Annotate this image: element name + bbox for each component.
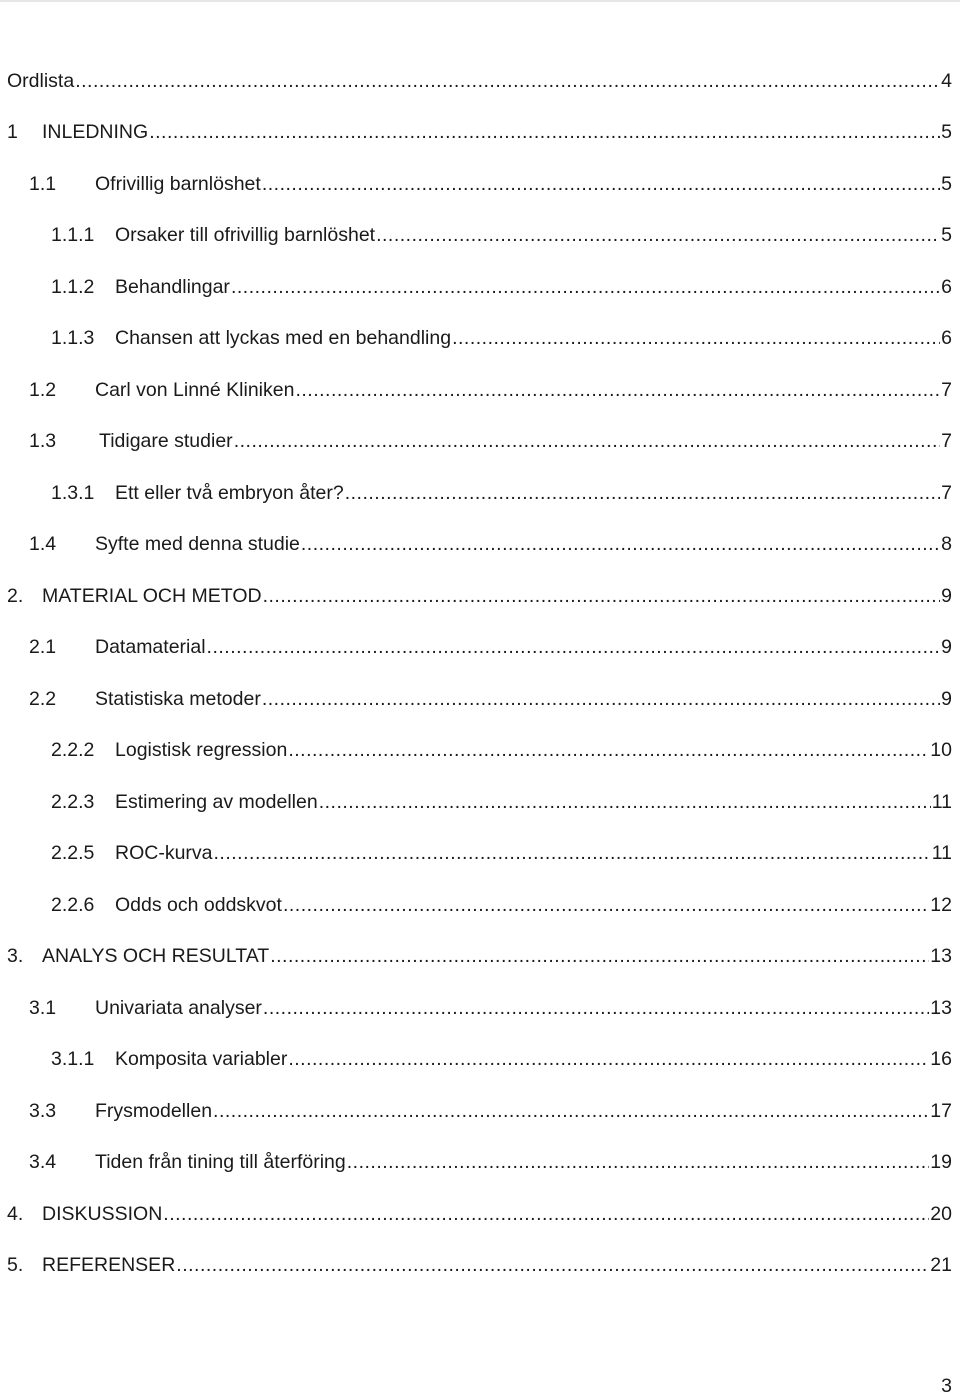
toc-entry[interactable]	[51, 1044, 952, 1074]
toc-page-number: 9	[941, 585, 952, 607]
toc-section-number: 2.	[7, 585, 24, 607]
toc-page-number: 13	[930, 997, 952, 1019]
toc-title: Frysmodellen	[95, 1100, 213, 1122]
toc-page-number: 7	[941, 379, 952, 401]
toc-page-number: 12	[930, 894, 952, 916]
toc-title: Syfte med denna studie	[95, 533, 300, 555]
toc-title: Ett eller två embryon åter?	[115, 482, 344, 504]
toc-section-number: 1.1.1	[51, 224, 95, 246]
toc-title: Odds och oddskvot	[115, 894, 282, 916]
toc-page-number: 5	[941, 173, 952, 195]
toc-section-number: 1	[7, 121, 18, 143]
toc-page-number: 6	[941, 276, 952, 298]
toc-entry[interactable]	[51, 735, 952, 765]
toc-leader	[376, 220, 940, 250]
toc-leader	[262, 169, 940, 199]
toc-leader	[288, 735, 929, 765]
toc-leader	[263, 993, 929, 1023]
toc-entry[interactable]	[7, 941, 952, 971]
page-number: 3	[941, 1375, 952, 1397]
toc-title: MATERIAL OCH METOD	[42, 585, 262, 607]
toc-title: DISKUSSION	[42, 1203, 163, 1225]
toc-section-number: 3.1	[29, 997, 57, 1019]
toc-entry[interactable]	[51, 478, 952, 508]
toc-entry[interactable]	[7, 66, 952, 96]
toc-title: Komposita variabler	[115, 1048, 288, 1070]
toc-leader	[231, 272, 940, 302]
toc-section-number: 2.1	[29, 636, 57, 658]
toc-page-number: 7	[941, 430, 952, 452]
toc-section-number: 2.2.5	[51, 842, 95, 864]
toc-page-number: 21	[930, 1254, 952, 1276]
toc-title: Datamaterial	[95, 636, 206, 658]
toc-entry[interactable]	[51, 220, 952, 250]
toc-title: Tiden från tining till återföring	[95, 1151, 346, 1173]
toc-entry[interactable]	[7, 581, 952, 611]
toc-entry[interactable]	[29, 993, 952, 1023]
toc-leader	[270, 941, 929, 971]
toc-section-number: 2.2.2	[51, 739, 95, 761]
toc-page-number: 9	[941, 688, 952, 710]
top-rule	[0, 0, 960, 2]
toc-page-number: 5	[941, 121, 952, 143]
toc-title: Behandlingar	[115, 276, 230, 298]
toc-section-number: 1.3.1	[51, 482, 95, 504]
toc-leader	[214, 838, 931, 868]
toc-page-number: 8	[941, 533, 952, 555]
toc-leader	[213, 1096, 929, 1126]
toc-title: Tidigare studier	[99, 430, 233, 452]
toc-entry[interactable]	[7, 1250, 952, 1280]
toc-section-number: 1.4	[29, 533, 57, 555]
toc-title: Statistiska metoder	[95, 688, 261, 710]
toc-entry[interactable]	[29, 375, 952, 405]
toc-title: Univariata analyser	[95, 997, 262, 1019]
toc-entry[interactable]	[29, 529, 952, 559]
toc-leader	[75, 66, 940, 96]
toc-leader	[207, 632, 941, 662]
toc-leader	[283, 890, 929, 920]
toc-leader	[263, 581, 941, 611]
toc-page-number: 17	[930, 1100, 952, 1122]
toc-title: REFERENSER	[42, 1254, 176, 1276]
toc-title: Logistisk regression	[115, 739, 288, 761]
toc-section-number: 2.2	[29, 688, 57, 710]
toc-section-number: 2.2.3	[51, 791, 95, 813]
toc-entry[interactable]	[29, 426, 952, 456]
toc-section-number: 4.	[7, 1203, 24, 1225]
toc-page-number: 20	[930, 1203, 952, 1225]
toc-section-number: 1.3	[29, 430, 57, 452]
toc-page-number: 6	[941, 327, 952, 349]
toc-section-number: 3.4	[29, 1151, 57, 1173]
toc-page-number: 7	[941, 482, 952, 504]
toc-entry[interactable]	[29, 1147, 952, 1177]
toc-entry[interactable]	[29, 169, 952, 199]
toc-title: Estimering av modellen	[115, 791, 318, 813]
toc-title: ANALYS OCH RESULTAT	[42, 945, 270, 967]
toc-page-number: 16	[930, 1048, 952, 1070]
toc-leader	[163, 1199, 929, 1229]
toc-page-number: 5	[941, 224, 952, 246]
toc-entry[interactable]	[29, 632, 952, 662]
toc-leader	[288, 1044, 929, 1074]
toc-leader	[234, 426, 940, 456]
toc-section-number: 1.2	[29, 379, 57, 401]
toc-entry[interactable]	[51, 787, 952, 817]
toc-page-number: 9	[941, 636, 952, 658]
toc-entry[interactable]	[7, 1199, 952, 1229]
toc-entry[interactable]	[29, 684, 952, 714]
toc-entry[interactable]	[51, 838, 952, 868]
toc-page-number: 11	[931, 791, 952, 813]
toc-section-number: 3.3	[29, 1100, 57, 1122]
toc-title: Carl von Linné Kliniken	[95, 379, 295, 401]
toc-title: Ofrivillig barnlöshet	[95, 173, 261, 195]
toc-section-number: 3.	[7, 945, 24, 967]
toc-page-number: 4	[941, 70, 952, 92]
toc-section-number: 5.	[7, 1254, 24, 1276]
toc-section-number: 1.1.3	[51, 327, 95, 349]
toc-leader	[262, 684, 940, 714]
toc-page-number: 19	[930, 1151, 952, 1173]
toc-section-number: 1.1.2	[51, 276, 95, 298]
toc-leader	[149, 117, 940, 147]
toc-page-number: 11	[931, 842, 952, 864]
toc-entry[interactable]	[29, 1096, 952, 1126]
toc-leader	[452, 323, 940, 353]
toc-section-number: 3.1.1	[51, 1048, 95, 1070]
toc-page-number: 13	[930, 945, 952, 967]
toc-page-number: 10	[930, 739, 952, 761]
toc-section-number: 2.2.6	[51, 894, 95, 916]
toc-entry[interactable]	[51, 323, 952, 353]
toc-entry[interactable]	[7, 117, 952, 147]
toc-title: Ordlista	[7, 70, 75, 92]
toc-leader	[345, 478, 940, 508]
toc-leader	[301, 529, 940, 559]
toc-leader	[295, 375, 940, 405]
toc-entry[interactable]	[51, 272, 952, 302]
toc-title: ROC-kurva	[115, 842, 213, 864]
toc-leader	[319, 787, 931, 817]
toc-section-number: 1.1	[29, 173, 57, 195]
toc-leader	[347, 1147, 930, 1177]
toc-title: Orsaker till ofrivillig barnlöshet	[115, 224, 376, 246]
toc-entry[interactable]	[51, 890, 952, 920]
toc-leader	[176, 1250, 929, 1280]
toc-title: INLEDNING	[42, 121, 149, 143]
toc-title: Chansen att lyckas med en behandling	[115, 327, 452, 349]
